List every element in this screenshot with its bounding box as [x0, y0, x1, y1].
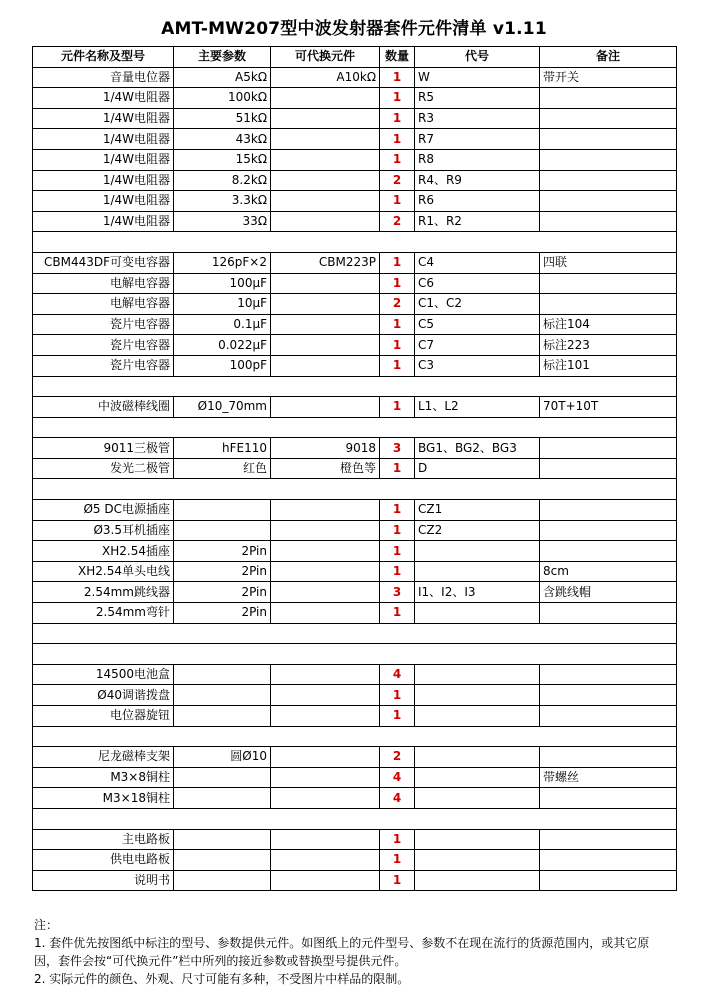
spacer-cell: [174, 232, 271, 253]
cell-alt: [271, 582, 380, 603]
cell-name: 1/4W电阻器: [33, 149, 174, 170]
cell-code: R4、R9: [415, 170, 540, 191]
table-row: [33, 541, 677, 562]
cell-param: 3.3kΩ: [174, 191, 271, 212]
spacer-cell: [540, 479, 677, 500]
cell-qty: 1: [380, 88, 415, 109]
spacer-cell: [415, 623, 540, 644]
cell-param: 2Pin: [174, 561, 271, 582]
cell-note: 带开关: [540, 67, 677, 88]
cell-alt: [271, 273, 380, 294]
cell-note: [540, 191, 677, 212]
spacer-cell: [540, 417, 677, 438]
spacer-cell: [271, 623, 380, 644]
cell-param: [174, 500, 271, 521]
cell-note: [540, 685, 677, 706]
spacer-cell: [271, 726, 380, 747]
cell-note: [540, 747, 677, 768]
cell-name: 2.54mm弯针: [33, 603, 174, 624]
cell-name: 1/4W电阻器: [33, 211, 174, 232]
header-param: 主要参数: [174, 47, 271, 68]
cell-qty: 1: [380, 685, 415, 706]
cell-qty: 2: [380, 170, 415, 191]
cell-note: [540, 500, 677, 521]
cell-param: [174, 788, 271, 809]
cell-note: 标注101: [540, 355, 677, 376]
cell-qty: 1: [380, 520, 415, 541]
cell-name: 尼龙磁棒支架: [33, 747, 174, 768]
table-row-spacer: [33, 623, 677, 644]
table-row: [33, 706, 677, 727]
cell-note: 带螺丝: [540, 767, 677, 788]
cell-qty: 2: [380, 747, 415, 768]
table-row-spacer: [33, 479, 677, 500]
cell-name: M3×18铜柱: [33, 788, 174, 809]
spacer-cell: [174, 808, 271, 829]
cell-alt: [271, 211, 380, 232]
spacer-cell: [540, 623, 677, 644]
cell-code: [415, 561, 540, 582]
spacer-cell: [380, 232, 415, 253]
table-row: [33, 561, 677, 582]
cell-alt: [271, 850, 380, 871]
spacer-cell: [415, 726, 540, 747]
cell-code: [415, 850, 540, 871]
spacer-cell: [380, 644, 415, 665]
cell-name: 电解电容器: [33, 273, 174, 294]
spacer-cell: [33, 376, 174, 397]
cell-param: 10μF: [174, 294, 271, 315]
cell-param: [174, 664, 271, 685]
cell-note: [540, 520, 677, 541]
spacer-cell: [271, 232, 380, 253]
table-row: [33, 829, 677, 850]
table-row: [33, 314, 677, 335]
cell-code: [415, 603, 540, 624]
cell-name: 瓷片电容器: [33, 335, 174, 356]
cell-alt: [271, 561, 380, 582]
cell-note: [540, 273, 677, 294]
spacer-cell: [174, 417, 271, 438]
cell-alt: [271, 767, 380, 788]
spacer-cell: [380, 726, 415, 747]
cell-name: 1/4W电阻器: [33, 191, 174, 212]
component-list-table: [32, 46, 677, 891]
cell-note: [540, 788, 677, 809]
cell-name: 说明书: [33, 870, 174, 891]
cell-param: 51kΩ: [174, 108, 271, 129]
cell-code: I1、I2、I3: [415, 582, 540, 603]
spacer-cell: [540, 232, 677, 253]
cell-name: 主电路板: [33, 829, 174, 850]
cell-code: C6: [415, 273, 540, 294]
table-row-spacer: [33, 417, 677, 438]
cell-code: [415, 870, 540, 891]
cell-param: Ø10_70mm: [174, 397, 271, 418]
cell-alt: [271, 129, 380, 150]
cell-qty: 1: [380, 191, 415, 212]
cell-name: XH2.54插座: [33, 541, 174, 562]
cell-alt: [271, 541, 380, 562]
spacer-cell: [271, 417, 380, 438]
cell-note: [540, 108, 677, 129]
cell-note: [540, 294, 677, 315]
cell-code: R3: [415, 108, 540, 129]
cell-param: 43kΩ: [174, 129, 271, 150]
cell-alt: 橙色等: [271, 458, 380, 479]
cell-qty: 1: [380, 500, 415, 521]
cell-qty: 1: [380, 335, 415, 356]
cell-code: [415, 767, 540, 788]
table-row: [33, 603, 677, 624]
table-row: [33, 582, 677, 603]
cell-code: W: [415, 67, 540, 88]
cell-code: C7: [415, 335, 540, 356]
cell-note: 8cm: [540, 561, 677, 582]
cell-note: [540, 541, 677, 562]
table-body: [33, 67, 677, 891]
cell-param: [174, 520, 271, 541]
spacer-cell: [380, 417, 415, 438]
cell-qty: 2: [380, 294, 415, 315]
notes-heading: 注：: [34, 918, 59, 932]
cell-alt: [271, 314, 380, 335]
table-row: [33, 500, 677, 521]
cell-param: [174, 829, 271, 850]
cell-qty: 1: [380, 149, 415, 170]
header-alt: 可代换元件: [271, 47, 380, 68]
spacer-cell: [33, 808, 174, 829]
cell-code: C3: [415, 355, 540, 376]
cell-note: [540, 829, 677, 850]
cell-note: [540, 88, 677, 109]
cell-name: Ø3.5耳机插座: [33, 520, 174, 541]
cell-code: R7: [415, 129, 540, 150]
cell-param: 33Ω: [174, 211, 271, 232]
table-row: [33, 458, 677, 479]
cell-alt: [271, 520, 380, 541]
table-row-spacer: [33, 808, 677, 829]
cell-param: 0.022μF: [174, 335, 271, 356]
cell-name: 1/4W电阻器: [33, 129, 174, 150]
cell-code: R6: [415, 191, 540, 212]
cell-alt: [271, 829, 380, 850]
cell-qty: 3: [380, 582, 415, 603]
table-row-spacer: [33, 726, 677, 747]
cell-alt: [271, 788, 380, 809]
cell-qty: 1: [380, 355, 415, 376]
cell-param: 100pF: [174, 355, 271, 376]
cell-code: [415, 685, 540, 706]
spacer-cell: [415, 808, 540, 829]
spacer-cell: [174, 623, 271, 644]
cell-note: [540, 706, 677, 727]
cell-note: [540, 438, 677, 459]
cell-alt: [271, 500, 380, 521]
table-row: [33, 438, 677, 459]
cell-qty: 3: [380, 438, 415, 459]
cell-code: [415, 829, 540, 850]
notes-section: [34, 916, 684, 988]
table-row: [33, 747, 677, 768]
table-row: [33, 767, 677, 788]
cell-note: 四联: [540, 252, 677, 273]
cell-qty: 1: [380, 458, 415, 479]
cell-name: M3×8铜柱: [33, 767, 174, 788]
spacer-cell: [380, 479, 415, 500]
cell-param: 圆Ø10: [174, 747, 271, 768]
cell-code: C5: [415, 314, 540, 335]
spacer-cell: [33, 644, 174, 665]
cell-name: 瓷片电容器: [33, 355, 174, 376]
cell-param: [174, 706, 271, 727]
cell-code: L1、L2: [415, 397, 540, 418]
spacer-cell: [271, 808, 380, 829]
table-row: [33, 294, 677, 315]
cell-param: 2Pin: [174, 582, 271, 603]
cell-code: C1、C2: [415, 294, 540, 315]
note-line-3: 2. 实际元件的颜色、外观、尺寸可能有多种，不受图片中样品的限制。: [34, 972, 410, 986]
cell-qty: 1: [380, 829, 415, 850]
cell-alt: [271, 603, 380, 624]
cell-qty: 1: [380, 603, 415, 624]
cell-alt: [271, 706, 380, 727]
document-title: AMT-MW207型中波发射器套件元件清单 v1.11: [161, 19, 547, 39]
spacer-cell: [415, 644, 540, 665]
cell-note: [540, 870, 677, 891]
cell-alt: 9018: [271, 438, 380, 459]
spacer-cell: [33, 726, 174, 747]
cell-param: A5kΩ: [174, 67, 271, 88]
cell-alt: [271, 685, 380, 706]
table-row: [33, 685, 677, 706]
table-row: [33, 397, 677, 418]
spacer-cell: [271, 644, 380, 665]
cell-alt: [271, 294, 380, 315]
table-row: [33, 191, 677, 212]
note-line-2: 因，套件会按“可代换元件”栏中所列的接近参数或替换型号提供元件。: [34, 954, 407, 968]
cell-note: [540, 211, 677, 232]
cell-note: 含跳线帽: [540, 582, 677, 603]
cell-alt: [271, 191, 380, 212]
cell-code: [415, 706, 540, 727]
cell-param: 8.2kΩ: [174, 170, 271, 191]
cell-code: CZ2: [415, 520, 540, 541]
table-row: [33, 850, 677, 871]
cell-note: 标注223: [540, 335, 677, 356]
cell-name: 2.54mm跳线器: [33, 582, 174, 603]
cell-code: [415, 788, 540, 809]
cell-param: [174, 850, 271, 871]
cell-alt: [271, 397, 380, 418]
spacer-cell: [380, 623, 415, 644]
cell-qty: 4: [380, 788, 415, 809]
spacer-cell: [415, 376, 540, 397]
cell-qty: 1: [380, 129, 415, 150]
cell-qty: 4: [380, 664, 415, 685]
table-row: [33, 788, 677, 809]
table-row: [33, 211, 677, 232]
spacer-cell: [33, 623, 174, 644]
cell-qty: 1: [380, 541, 415, 562]
table-row: [33, 355, 677, 376]
cell-name: 电位器旋钮: [33, 706, 174, 727]
spacer-cell: [540, 644, 677, 665]
cell-name: 音量电位器: [33, 67, 174, 88]
cell-note: [540, 603, 677, 624]
table-row: [33, 149, 677, 170]
cell-code: R5: [415, 88, 540, 109]
spacer-cell: [33, 479, 174, 500]
cell-code: [415, 541, 540, 562]
cell-alt: [271, 149, 380, 170]
cell-param: hFE110: [174, 438, 271, 459]
spacer-cell: [174, 726, 271, 747]
spacer-cell: [174, 644, 271, 665]
cell-qty: 1: [380, 252, 415, 273]
cell-qty: 1: [380, 273, 415, 294]
spacer-cell: [271, 479, 380, 500]
spacer-cell: [33, 232, 174, 253]
cell-name: XH2.54单头电线: [33, 561, 174, 582]
cell-alt: A10kΩ: [271, 67, 380, 88]
cell-alt: [271, 355, 380, 376]
cell-code: [415, 664, 540, 685]
cell-qty: 1: [380, 706, 415, 727]
cell-qty: 1: [380, 397, 415, 418]
cell-param: [174, 767, 271, 788]
spacer-cell: [380, 808, 415, 829]
cell-name: 中波磁棒线圈: [33, 397, 174, 418]
spacer-cell: [540, 808, 677, 829]
cell-note: 标注104: [540, 314, 677, 335]
cell-code: BG1、BG2、BG3: [415, 438, 540, 459]
cell-param: 0.1μF: [174, 314, 271, 335]
note-line-1: 1. 套件优先按图纸中标注的型号、参数提供元件。如图纸上的元件型号、参数不在现在流行的货源范围内，或其它原: [34, 936, 650, 950]
table-row: [33, 664, 677, 685]
table-row: [33, 252, 677, 273]
cell-note: [540, 170, 677, 191]
cell-note: [540, 664, 677, 685]
table-row: [33, 520, 677, 541]
cell-name: 供电电路板: [33, 850, 174, 871]
header-qty: 数量: [380, 47, 415, 68]
cell-alt: [271, 870, 380, 891]
cell-code: R8: [415, 149, 540, 170]
cell-note: [540, 458, 677, 479]
cell-code: [415, 747, 540, 768]
table-row: [33, 129, 677, 150]
cell-param: 红色: [174, 458, 271, 479]
cell-param: 126pF×2: [174, 252, 271, 273]
cell-param: [174, 870, 271, 891]
cell-code: C4: [415, 252, 540, 273]
cell-name: 1/4W电阻器: [33, 108, 174, 129]
cell-param: 2Pin: [174, 603, 271, 624]
cell-qty: 1: [380, 67, 415, 88]
spacer-cell: [174, 376, 271, 397]
cell-qty: 4: [380, 767, 415, 788]
table-row-spacer: [33, 644, 677, 665]
table-row-spacer: [33, 376, 677, 397]
header-code: 代号: [415, 47, 540, 68]
spacer-cell: [33, 417, 174, 438]
cell-qty: 1: [380, 561, 415, 582]
table-row: [33, 870, 677, 891]
table-row: [33, 170, 677, 191]
cell-name: 瓷片电容器: [33, 314, 174, 335]
cell-qty: 1: [380, 870, 415, 891]
spacer-cell: [415, 479, 540, 500]
cell-note: [540, 129, 677, 150]
table-row: [33, 88, 677, 109]
cell-param: 100kΩ: [174, 88, 271, 109]
table-row: [33, 108, 677, 129]
header-note: 备注: [540, 47, 677, 68]
table-row: [33, 67, 677, 88]
cell-alt: [271, 108, 380, 129]
cell-alt: [271, 88, 380, 109]
table-row-spacer: [33, 232, 677, 253]
cell-name: 发光二极管: [33, 458, 174, 479]
spacer-cell: [415, 417, 540, 438]
cell-name: Ø5 DC电源插座: [33, 500, 174, 521]
cell-name: 电解电容器: [33, 294, 174, 315]
cell-name: CBM443DF可变电容器: [33, 252, 174, 273]
cell-name: Ø40调谐拨盘: [33, 685, 174, 706]
cell-qty: 1: [380, 314, 415, 335]
cell-alt: [271, 747, 380, 768]
cell-param: [174, 685, 271, 706]
table-header-row: [33, 47, 677, 68]
cell-qty: 1: [380, 850, 415, 871]
cell-param: 100μF: [174, 273, 271, 294]
cell-note: [540, 149, 677, 170]
cell-alt: [271, 170, 380, 191]
header-name: 元件名称及型号: [33, 47, 174, 68]
spacer-cell: [415, 232, 540, 253]
spacer-cell: [540, 726, 677, 747]
cell-param: 15kΩ: [174, 149, 271, 170]
spacer-cell: [380, 376, 415, 397]
cell-qty: 1: [380, 108, 415, 129]
cell-alt: [271, 335, 380, 356]
cell-note: 70T+10T: [540, 397, 677, 418]
cell-name: 14500电池盒: [33, 664, 174, 685]
cell-code: CZ1: [415, 500, 540, 521]
cell-name: 1/4W电阻器: [33, 88, 174, 109]
cell-code: D: [415, 458, 540, 479]
table-row: [33, 273, 677, 294]
cell-name: 9011三极管: [33, 438, 174, 459]
cell-code: R1、R2: [415, 211, 540, 232]
table-row: [33, 335, 677, 356]
spacer-cell: [271, 376, 380, 397]
cell-alt: CBM223P: [271, 252, 380, 273]
cell-name: 1/4W电阻器: [33, 170, 174, 191]
cell-param: 2Pin: [174, 541, 271, 562]
cell-qty: 2: [380, 211, 415, 232]
spacer-cell: [174, 479, 271, 500]
cell-alt: [271, 664, 380, 685]
cell-note: [540, 850, 677, 871]
spacer-cell: [540, 376, 677, 397]
